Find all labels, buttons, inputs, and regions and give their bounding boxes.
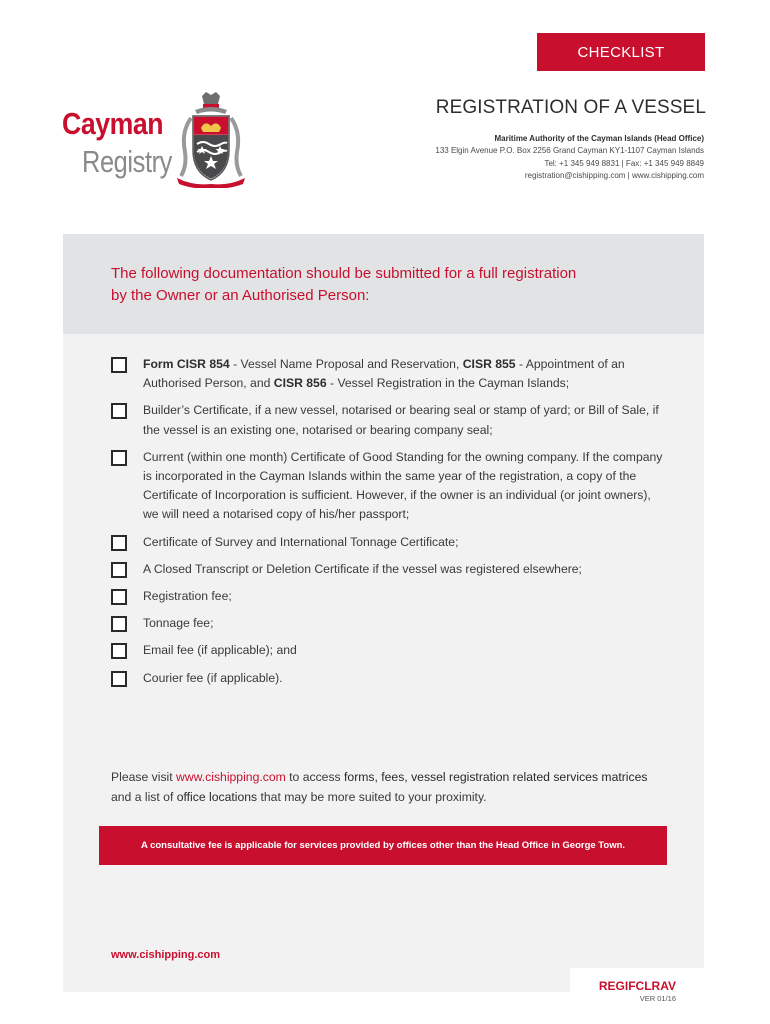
checklist-panel [63, 234, 704, 992]
checklist-item [109, 401, 669, 439]
organization-name: Maritime Authority of the Cayman Islands (Head Office) [494, 134, 704, 143]
form-reference: CISR 855 [462, 357, 516, 371]
item-text: - Vessel Registration in the Cayman Islands; [326, 376, 570, 391]
item-text: Tonnage fee; [143, 616, 214, 631]
item-text: Registration fee; [143, 589, 232, 604]
item-text: Courier fee (if applicable). [143, 670, 283, 685]
visit-post: that may be more suited to your proximity. [257, 790, 487, 804]
email-website: registration@cishipping.com | www.cishipping.com [524, 171, 704, 181]
visit-mid2: and a list of [111, 790, 177, 804]
form-code-box [570, 968, 704, 1024]
document-title: REGISTRATION OF A VESSEL [435, 97, 706, 118]
intro-line-2: by the Owner or an Authorised Person: [111, 287, 370, 304]
logo-word-registry: Registry [82, 144, 172, 179]
item-text: - Appointment of an Authorised Person, and [143, 357, 625, 391]
checklist-item [109, 448, 669, 525]
address: 133 Elgin Avenue P.O. Box 2256 Grand Cayman KY1-1107 Cayman Islands [435, 146, 704, 156]
checklist-item [109, 641, 669, 660]
logo-word-cayman: Cayman [62, 106, 164, 141]
contact-block [435, 133, 704, 183]
footer-website-link[interactable]: www.cishipping.com [111, 949, 220, 961]
intro-line-1: The following documentation should be submitted for a full registration [111, 265, 577, 282]
coat-of-arms-icon [175, 92, 247, 188]
checkbox[interactable] [111, 671, 127, 687]
checklist-items [109, 355, 669, 696]
website-link[interactable]: www.cishipping.com [176, 770, 286, 784]
checklist-item [109, 614, 669, 633]
item-text: Builder’s Certificate, if a new vessel, notarised or bearing seal or stamp of yard; or Bill of Sale, if the vessel is an existing one, notarised or bearing company seal; [143, 403, 659, 437]
item-text: A Closed Transcript or Deletion Certificate if the vessel was registered elsewhere; [143, 561, 582, 576]
checkbox[interactable] [111, 616, 127, 632]
item-text: Current (within one month) Certificate of Good Standing for the owning company. If the company is incorporated in the Cayman Islands within the same year of the registration, a copy of the Certificate of Incorporation is sufficient. However, if the owner is an individual (or joint owners), we will need a notarised copy of his/her passport; [143, 449, 663, 522]
form-version: VER 01/16 [639, 994, 676, 1003]
checklist-item [109, 669, 669, 688]
checklist-item [109, 533, 669, 552]
checklist-tab: CHECKLIST [537, 33, 705, 71]
visit-paragraph [111, 767, 671, 807]
form-reference: CISR 856 [273, 376, 327, 391]
checklist-item [109, 355, 669, 393]
checklist-item [109, 587, 669, 606]
visit-pre: Please visit [111, 770, 177, 784]
checkbox[interactable] [111, 403, 127, 419]
phone-fax: Tel: +1 345 949 8831 | Fax: +1 345 949 8849 [544, 158, 704, 168]
checkbox[interactable] [111, 589, 127, 605]
item-text: - Vessel Name Proposal and Reservation, [229, 357, 463, 371]
panel-header [63, 234, 704, 334]
intro-text [111, 263, 671, 307]
item-text: Certificate of Survey and International Tonnage Certificate; [143, 534, 459, 549]
visit-mid: to access [285, 770, 345, 784]
item-text: Email fee (if applicable); and [143, 643, 297, 658]
form-code: REGIFCLRAV [598, 979, 676, 993]
form-reference: Form CISR 854 [143, 357, 230, 371]
checkbox[interactable] [111, 450, 127, 466]
forms-fees-text: forms, fees, vessel registration related services matrices [344, 770, 648, 784]
checkbox[interactable] [111, 535, 127, 551]
checklist-item [109, 560, 669, 579]
cayman-registry-logo [62, 92, 252, 192]
checkbox[interactable] [111, 562, 127, 578]
office-locations-text: office locations [176, 790, 258, 804]
checkbox[interactable] [111, 357, 127, 373]
consultative-fee-notice: A consultative fee is applicable for services provided by offices other than the Head Office in George Town. [99, 826, 667, 865]
checkbox[interactable] [111, 643, 127, 659]
